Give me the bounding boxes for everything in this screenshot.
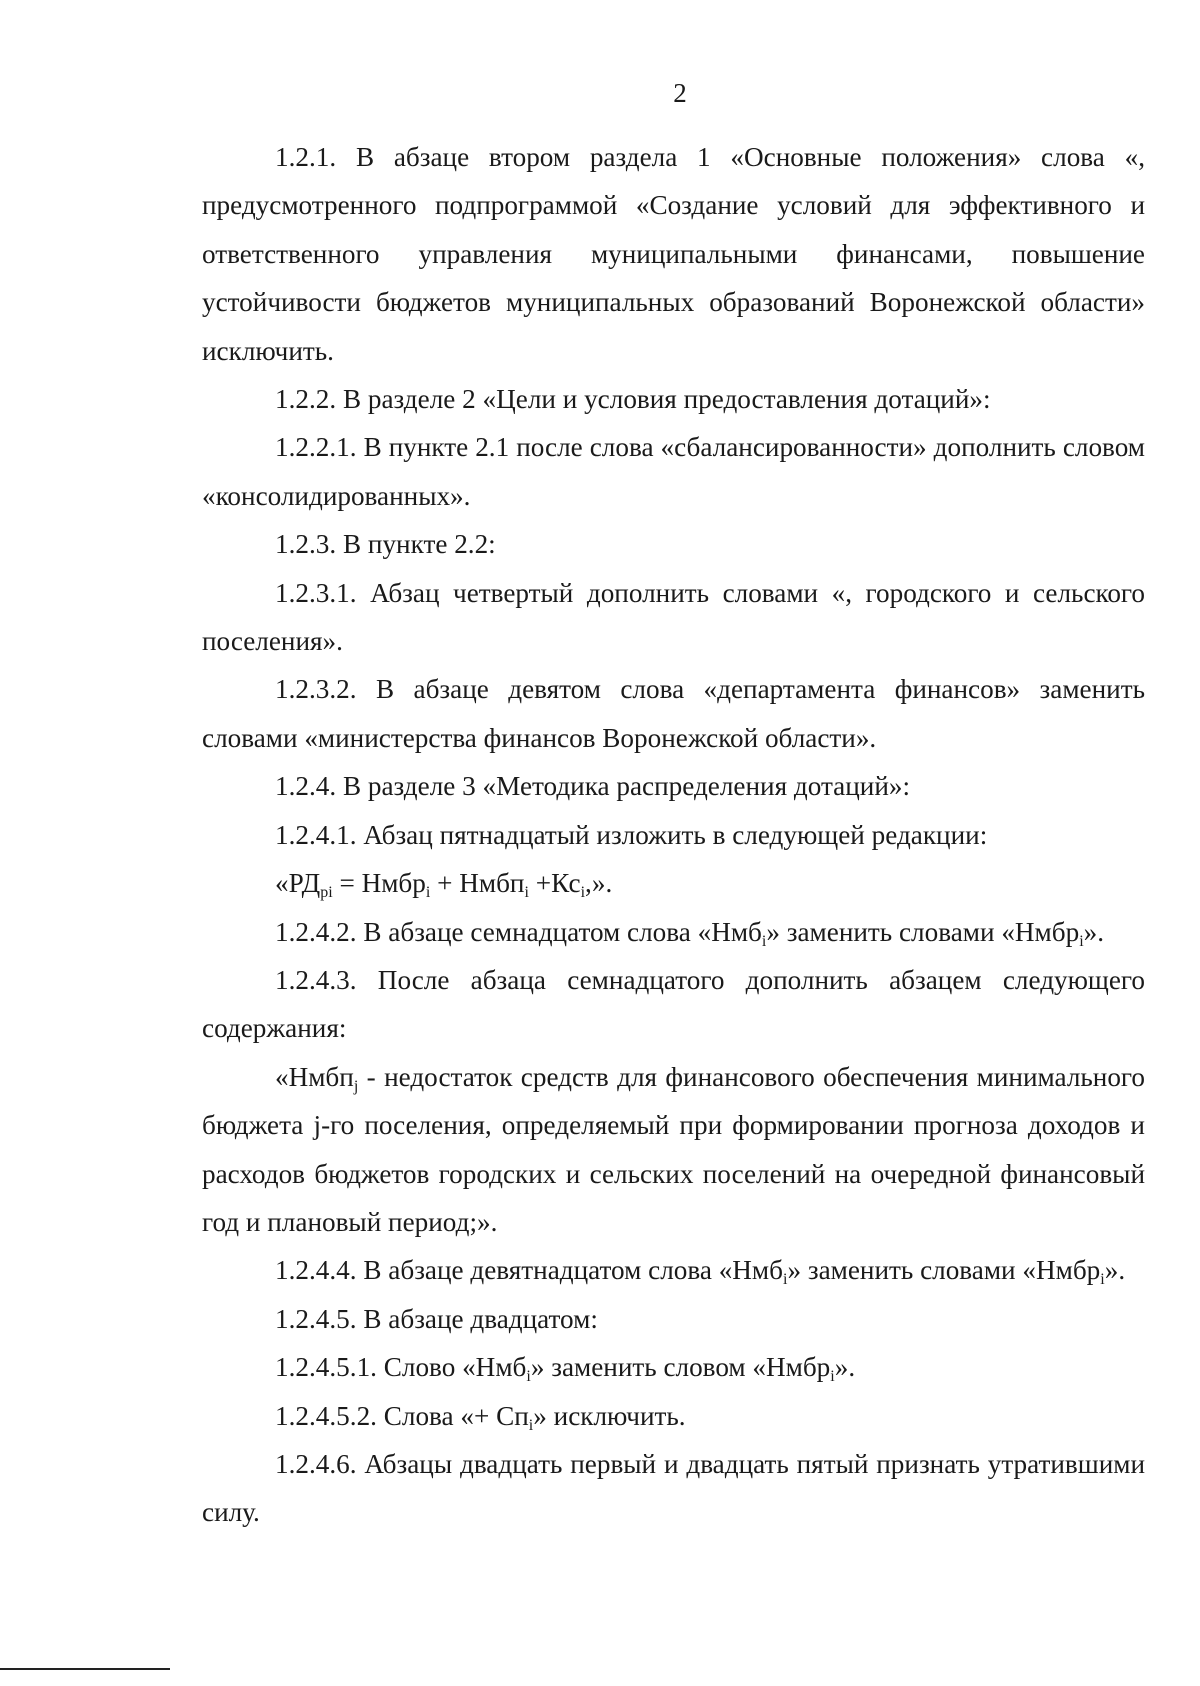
subscript: i: [782, 1271, 788, 1289]
formula-subscript: i: [580, 884, 586, 902]
paragraph-text: » исключить.: [533, 1400, 686, 1431]
paragraph-text: «Нмбп: [275, 1061, 354, 1092]
paragraph-1-2-4-4: [202, 1246, 1145, 1294]
paragraph-1-2-1: 1.2.1. В абзаце втором раздела 1 «Основные положения» слова «, предусмотренного подпрограммой «Создание условий для эффективного и ответственного управления муниципальными финансами, повышение устойчивости бюджетов муниципальных образований Воронежской области» исключить.: [202, 142, 1145, 366]
page-number: 2: [673, 78, 687, 108]
document-body: [202, 133, 1145, 1537]
paragraph-1-2-4: 1.2.4. В разделе 3 «Методика распределения дотаций»:: [275, 771, 911, 802]
formula-rd: [202, 859, 1145, 907]
subscript: j: [353, 1077, 359, 1095]
subscript: i: [761, 932, 767, 950]
formula-text: ,».: [585, 868, 613, 899]
subscript: i: [1079, 932, 1084, 950]
paragraph-text: 1.2.4.5.1. Слово «Нмб: [275, 1352, 527, 1383]
paragraph-1-2-4-5-2: [202, 1392, 1145, 1440]
paragraph-text: ».: [1104, 1255, 1126, 1286]
paragraph-text: 1.2.4.5.2. Слова «+ Сп: [275, 1400, 529, 1431]
formula-text: «РД: [275, 868, 321, 899]
paragraph-text: 1.2.4.2. В абзаце семнадцатом слова «Нмб: [275, 916, 762, 947]
paragraph-text: ».: [834, 1352, 856, 1383]
formula-subscript: pi: [320, 884, 333, 902]
formula-text: +Кс: [528, 868, 581, 899]
paragraph-1-2-3-1: 1.2.3.1. Абзац четвертый дополнить словами «, городского и сельского поселения».: [202, 577, 1145, 657]
subscript: i: [528, 1416, 534, 1434]
paragraph-nmbp-definition: [202, 1053, 1145, 1247]
subscript: i: [526, 1368, 531, 1386]
paragraph-text: » заменить словами «Нмбр: [787, 1255, 1101, 1286]
formula-subscript: i: [425, 884, 431, 902]
paragraph-1-2-4-3: 1.2.4.3. После абзаца семнадцатого дополнить абзацем следующего содержания:: [202, 964, 1145, 1044]
formula-subscript: i: [524, 884, 529, 902]
formula-text: = Нмбр: [332, 868, 426, 899]
paragraph-text: » заменить словом «Нмбр: [530, 1352, 831, 1383]
paragraph-text: 1.2.4.4. В абзаце девятнадцатом слова «Нмб: [275, 1255, 783, 1286]
paragraph-text: - недостаток средств для финансового обеспечения минимального бюджета j-го поселения, определяемый при формировании прогноза доходов и расходов бюджетов городских и сельских поселений на очередной финансовый год и плановый период;».: [202, 1061, 1145, 1237]
paragraph-1-2-4-5: 1.2.4.5. В абзаце двадцатом:: [275, 1303, 598, 1334]
paragraph-1-2-4-2: [202, 908, 1145, 956]
paragraph-text: » заменить словами «Нмбр: [766, 916, 1080, 947]
paragraph-1-2-3: 1.2.3. В пункте 2.2:: [275, 529, 496, 560]
paragraph-1-2-4-1: 1.2.4.1. Абзац пятнадцатый изложить в следующей редакции:: [275, 819, 988, 850]
paragraph-1-2-4-6: 1.2.4.6. Абзацы двадцать первый и двадцать пятый признать утратившими силу.: [202, 1448, 1145, 1528]
paragraph-text: ».: [1083, 916, 1105, 947]
subscript: i: [1100, 1271, 1105, 1289]
paragraph-1-2-2: 1.2.2. В разделе 2 «Цели и условия предоставления дотаций»:: [275, 384, 991, 415]
corner-rule: [0, 1668, 170, 1670]
paragraph-1-2-3-2: 1.2.3.2. В абзаце девятом слова «департамента финансов» заменить словами «министерства финансов Воронежской области».: [202, 674, 1145, 753]
paragraph-1-2-2-1: 1.2.2.1. В пункте 2.1 после слова «сбалансированности» дополнить словом «консолидированных».: [202, 432, 1145, 511]
paragraph-1-2-4-5-1: [202, 1343, 1145, 1391]
subscript: i: [830, 1368, 835, 1386]
formula-text: + Нмбп: [430, 868, 525, 899]
